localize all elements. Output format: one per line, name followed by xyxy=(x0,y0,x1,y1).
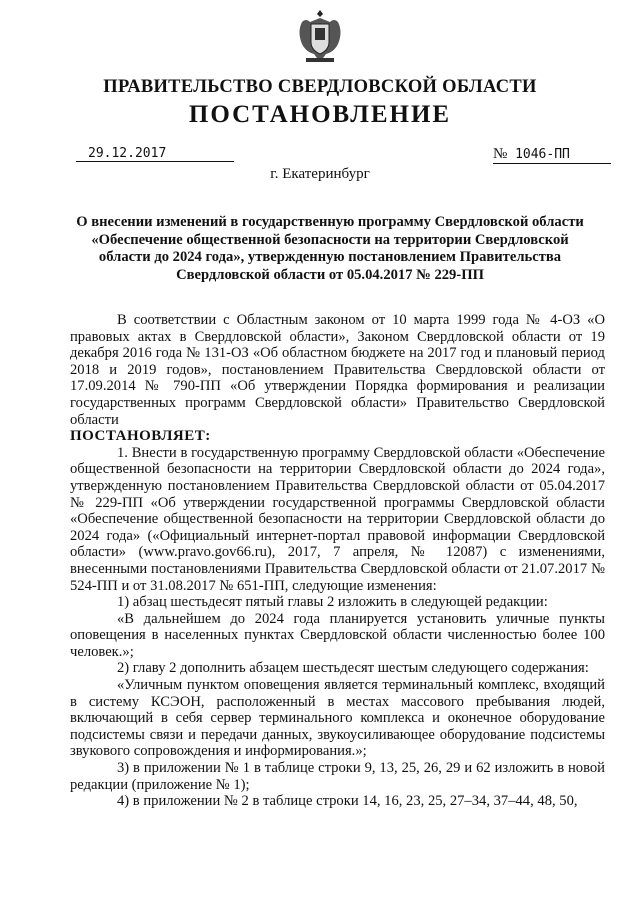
document-date: 29.12.2017 xyxy=(76,146,234,162)
quote-2: «Уличным пунктом оповещения является терминальный комплекс, входящий в систему КСЭОН, расположенный в местах массового пребывания людей, включающий в себя сервер терминального комплекса и оконечное оборудование подсистемы связи и передачи данных, звукоусиливающее оборудование подсистемы звукового сопровождения и информирования.»; xyxy=(70,677,605,760)
document-title: О внесении изменений в государственную программу Свердловской области «Обеспечение общественной безопасности на территории Свердловской области до 2024 года», утвержденную постановлением Правительства Свердловской области от 05.04.2017 № 229-ПП xyxy=(76,214,584,283)
coat-of-arms-emblem xyxy=(296,8,344,68)
subitem-2: 2) главу 2 дополнить абзацем шестьдесят шестым следующего содержания: xyxy=(117,660,589,677)
document-body xyxy=(70,312,605,810)
resolves-heading: ПОСТАНОВЛЯЕТ: xyxy=(70,428,211,445)
city: г. Екатеринбург xyxy=(270,166,370,182)
subitem-1: 1) абзац шестьдесят пятый главы 2 изложить в следующей редакции: xyxy=(117,594,548,611)
number-prefix: № xyxy=(493,146,508,162)
item-1: 1. Внести в государственную программу Свердловской области «Обеспечение общественной безопасности на территории Свердловской области до 2024 года», утвержденную постановлением Правительства Свердловской области от 05.04.2017 № 229-ПП «Об утверждении государственной программы Свердловской области «Обеспечение общественной безопасности на территории Свердловской области до 2024 года» («Официальный интернет-портал правовой информации Свердловской области» (www.pravo.gov66.ru), 2017, 7 апреля, № 12087) с изменениями, внесенными постановлениями Правительства Свердловской области от 21.07.2017 № 524-ПП и от 31.08.2017 № 651-ПП, следующие изменения: xyxy=(70,444,605,594)
document-type: ПОСТАНОВЛЕНИЕ xyxy=(188,101,452,128)
number-value: 1046-ПП xyxy=(515,147,570,162)
subitem-4: 4) в приложении № 2 в таблице строки 14, 16, 23, 25, 27–34, 37–44, 48, 50, xyxy=(117,793,578,810)
document-number xyxy=(493,146,611,164)
government-name: ПРАВИТЕЛЬСТВО СВЕРДЛОВСКОЙ ОБЛАСТИ xyxy=(103,77,537,97)
subitem-3: 3) в приложении № 1 в таблице строки 9, 13, 25, 26, 29 и 62 изложить в новой редакции (приложение № 1); xyxy=(70,760,605,793)
intro-paragraph: В соответствии с Областным законом от 10 марта 1999 года № 4-ОЗ «О правовых актах в Свердловской области», Законом Свердловской области от 19 декабря 2016 года № 131-ОЗ «Об областном бюджете на 2017 год и плановый период 2018 и 2019 годов», постановлением Правительства Свердловской области от 17.09.2014 № 790-ПП «Об утверждении Порядка формирования и реализации государственных программ Свердловской области» Правительство Свердловской области xyxy=(70,312,605,428)
quote-1: «В дальнейшем до 2024 года планируется установить уличные пункты оповещения в населенных пунктах Свердловской области численностью более 100 человек.»; xyxy=(70,610,605,660)
